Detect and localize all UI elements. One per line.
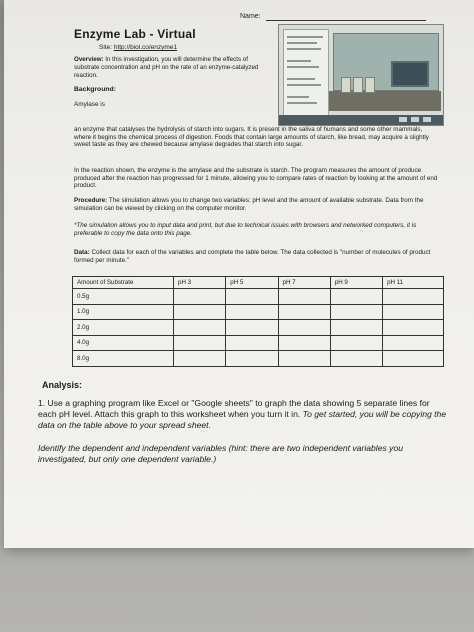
table-row	[73, 304, 444, 320]
table-cell[interactable]	[174, 304, 226, 320]
name-field-line[interactable]	[266, 20, 426, 21]
substrate-amount-cell: 2.0g	[73, 320, 174, 336]
worksheet-page	[4, 0, 474, 548]
table-row	[73, 351, 444, 367]
table-cell[interactable]	[330, 289, 382, 305]
table-cell[interactable]	[174, 335, 226, 351]
table-header-cell: pH 7	[278, 277, 330, 289]
table-cell[interactable]	[330, 304, 382, 320]
table-cell[interactable]	[330, 351, 382, 367]
table-cell[interactable]	[383, 304, 444, 320]
substrate-amount-cell: 4.0g	[73, 335, 174, 351]
table-header-cell: Amount of Substrate	[73, 277, 174, 289]
table-header-row	[73, 277, 444, 289]
sim-button-icon	[399, 117, 407, 122]
analysis-heading: Analysis:	[42, 380, 83, 390]
data-text: Collect data for each of the variables and complete the table below. The data collected is "number of molecules of product formed per minute."	[74, 249, 431, 264]
overview-text: In this investigation, you will determine the effects of substrate concentration and pH on the rate of an enzyme-catalyzed reaction.	[74, 56, 259, 79]
overview-label: Overview:	[74, 56, 104, 63]
table-cell[interactable]	[226, 289, 278, 305]
procedure-label: Procedure:	[74, 197, 108, 204]
table-cell[interactable]	[226, 320, 278, 336]
table-row	[73, 320, 444, 336]
test-tube-icon	[365, 77, 375, 93]
background-paragraph-1: an enzyme that catalyses the hydrolysis of starch into sugars. It is present in the saliva of humans and some other mammals, where it begins the chemical process of digestion. Foods that contain large amounts of starch, like bread, may acquire a slightly sweet taste as they are chewed because amylase degrades that starch into sugar.	[74, 126, 429, 149]
site-link[interactable]: http://biol.co/enzyme1	[113, 44, 178, 51]
table-cell[interactable]	[278, 320, 330, 336]
sim-lab-bench	[329, 91, 441, 111]
procedure-paragraph	[74, 197, 438, 212]
site-label: Site:	[99, 44, 113, 51]
table-header-cell: pH 5	[226, 277, 278, 289]
procedure-note: *The simulation allows you to input data and print, but due to technical issues with browsers and networked computers, it is preferable to copy the data onto this page.	[74, 222, 417, 237]
table-cell[interactable]	[174, 289, 226, 305]
table-header-cell: pH 9	[330, 277, 382, 289]
table-cell[interactable]	[330, 320, 382, 336]
analysis-question-1	[38, 398, 448, 431]
table-cell[interactable]	[383, 289, 444, 305]
table-cell[interactable]	[383, 320, 444, 336]
q1-text: 1. Use a graphing program like Excel or "Google sheets" to graph the data showing 5 separate lines for each pH level. Attach this graph to this worksheet when you turn it in.	[38, 398, 430, 419]
background-heading: Background:	[74, 86, 116, 93]
computer-monitor-icon	[391, 61, 429, 87]
substrate-amount-cell: 1.0g	[73, 304, 174, 320]
table-cell[interactable]	[330, 335, 382, 351]
table-header-cell: pH 3	[174, 277, 226, 289]
table-row	[73, 335, 444, 351]
table-cell[interactable]	[174, 351, 226, 367]
data-label: Data:	[74, 249, 90, 256]
table-cell[interactable]	[174, 320, 226, 336]
background-paragraph-2: In the reaction shown, the enzyme is the amylase and the substrate is starch. The program measures the amount of produce produced after the reaction has progressed for 1 minute, allowing you to compare rates of reaction by looking at the amount of end product.	[74, 167, 438, 190]
sim-button-icon	[411, 117, 419, 122]
substrate-amount-cell: 8.0g	[73, 351, 174, 367]
sim-side-panel	[283, 29, 329, 117]
data-paragraph	[74, 249, 438, 264]
sim-button-icon	[423, 117, 431, 122]
table-cell[interactable]	[278, 335, 330, 351]
page-title: Enzyme Lab - Virtual	[74, 27, 196, 41]
q1-italic-text: To get started, you will be copying the data on the table above to your spread sheet.	[38, 409, 447, 430]
test-tube-icon	[341, 77, 351, 93]
procedure-text: The simulation allows you to change two variables: pH level and the amount of available substrate. Data from the simulation can be viewed by clicking on the computer monitor.	[74, 197, 424, 212]
table-cell[interactable]	[278, 304, 330, 320]
test-tube-icon	[353, 77, 363, 93]
substrate-amount-cell: 0.5g	[73, 289, 174, 305]
amylase-intro: Amylase is	[74, 101, 105, 108]
simulation-screenshot	[278, 24, 444, 126]
name-label: Name:	[240, 13, 261, 20]
analysis-question-2: Identify the dependent and independent variables (hint: there are two independent variables you investigated, but only one dependent variable.)	[38, 443, 404, 464]
table-header-cell: pH 11	[383, 277, 444, 289]
table-cell[interactable]	[383, 335, 444, 351]
table-cell[interactable]	[383, 351, 444, 367]
table-cell[interactable]	[278, 289, 330, 305]
table-cell[interactable]	[226, 335, 278, 351]
table-cell[interactable]	[226, 351, 278, 367]
table-row	[73, 289, 444, 305]
data-table	[72, 276, 444, 367]
overview-paragraph	[74, 56, 270, 79]
site-line	[99, 44, 177, 51]
table-cell[interactable]	[278, 351, 330, 367]
table-cell[interactable]	[226, 304, 278, 320]
